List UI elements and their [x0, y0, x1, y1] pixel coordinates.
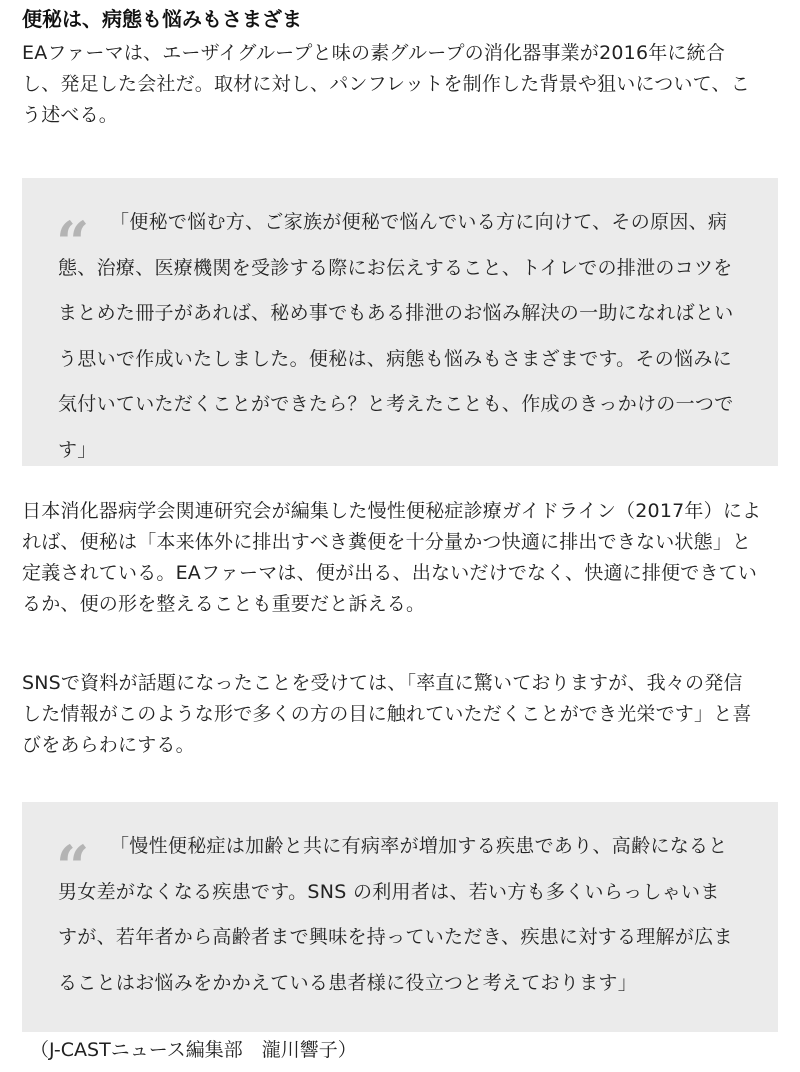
paragraph-line: 定義されている。EAファーマは、便が出る、出ないだけでなく、快適に排便できてい	[22, 562, 758, 584]
paragraph-line: びをあらわにする。	[22, 734, 195, 756]
quote-line: う思いで作成いたしました。便秘は、病態も悩みもさまざまです。その悩みに	[58, 347, 732, 370]
quote-line: ることはお悩みをかかえている患者様に役立つと考えております」	[58, 971, 638, 994]
quote-mark-icon: “	[56, 209, 90, 277]
blockquote-1	[22, 178, 778, 466]
guideline-paragraph	[22, 496, 778, 620]
sns-paragraph	[22, 668, 778, 761]
quote-text	[58, 200, 748, 473]
paragraph-line: EAファーマは、エーザイグループと味の素グループの消化器事業が2016年に統合	[22, 42, 726, 64]
blockquote-2	[22, 802, 778, 1032]
paragraph-line: るか、便の形を整えることも重要だと訴える。	[22, 593, 426, 615]
paragraph-line: した情報がこのような形で多くの方の目に触れていただくことができ光栄です」と喜	[22, 703, 752, 725]
paragraph-line: れば、便秘は「本来体外に排出すべき糞便を十分量かつ快適に排出できない状態」と	[22, 531, 752, 553]
quote-line: 「慢性便秘症は加齢と共に有病率が増加する疾患であり、高齢になると	[110, 835, 728, 857]
quote-line: すが、若年者から高齢者まで興味を持っていただき、疾患に対する理解が広ま	[58, 926, 733, 948]
quote-mark-icon: “	[56, 833, 90, 901]
paragraph-line: 日本消化器病学会関連研究会が編集した慢性便秘症診療ガイドライン（2017年）によ	[22, 500, 762, 522]
quote-line: 男女差がなくなる疾患です。SNS の利用者は、若い方も多くいらっしゃいま	[58, 880, 720, 903]
quote-line: 「便秘で悩む方、ご家族が便秘で悩んでいる方に向けて、その原因、病	[110, 211, 728, 233]
quote-line: す」	[58, 438, 97, 461]
paragraph-line: し、発足した会社だ。取材に対し、パンフレットを制作した背景や狙いについて、こ	[22, 73, 750, 95]
quote-text	[58, 824, 748, 1006]
quote-line: まとめた冊子があれば、秘め事でもある排泄のお悩み解決の一助になればとい	[58, 302, 734, 324]
intro-paragraph	[22, 38, 778, 131]
quote-line: 態、治療、医療機関を受診する際にお伝えすること、トイレでの排泄のコツを	[58, 256, 733, 279]
paragraph-line: う述べる。	[22, 104, 119, 126]
section-heading: 便秘は、病態も悩みもさまざま	[22, 7, 302, 31]
paragraph-line: SNSで資料が話題になったことを受けては、「率直に驚いておりますが、我々の発信	[22, 672, 743, 694]
byline: （J-CASTニュース編集部 瀧川響子）	[30, 1039, 357, 1061]
quote-line: 気付いていただくことができたら？と考えたことも、作成のきっかけの一つで	[58, 393, 734, 415]
